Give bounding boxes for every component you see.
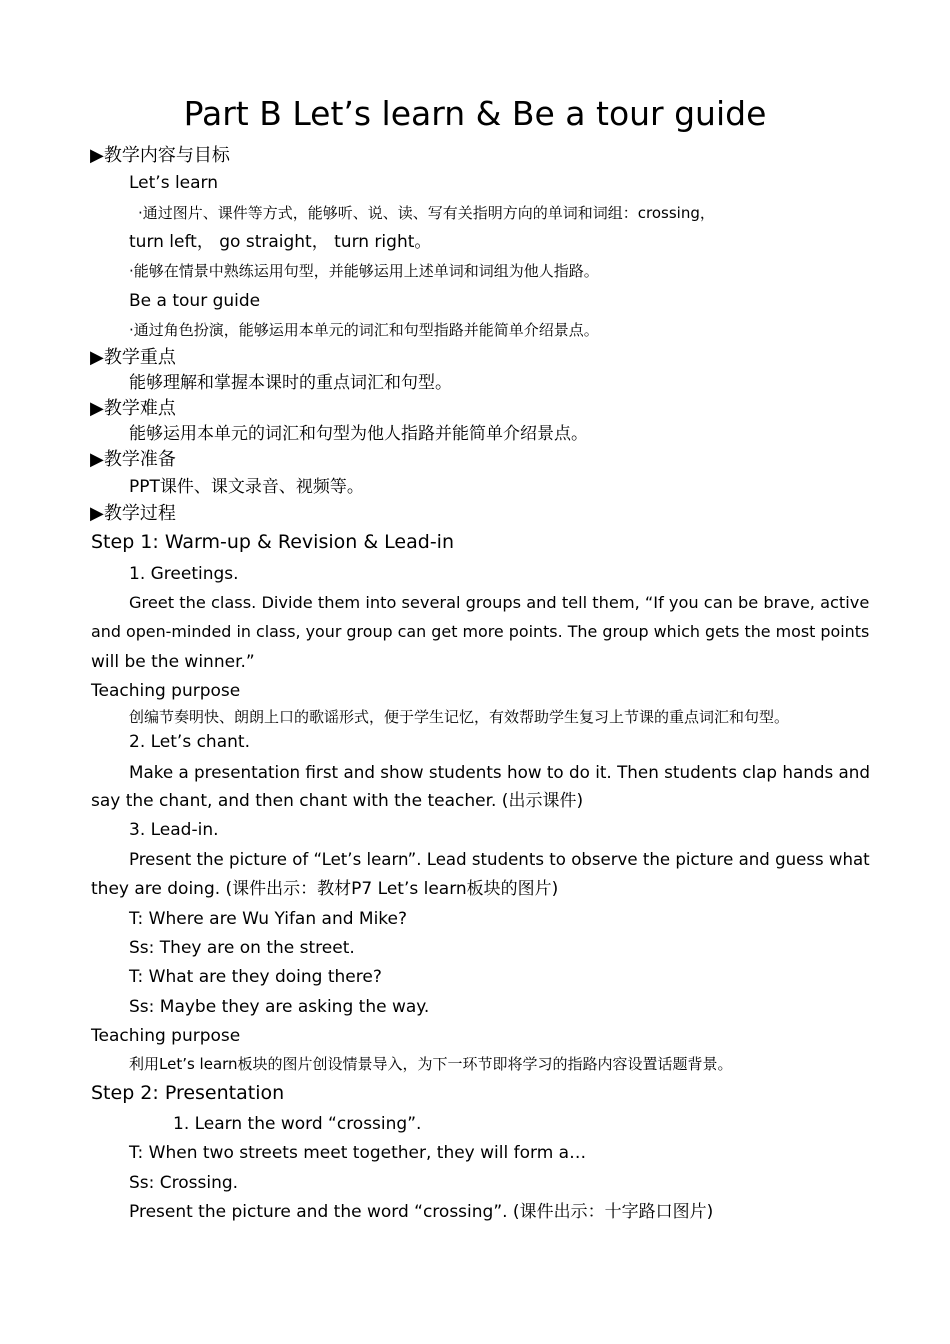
teaching-purpose-text-2: 利用Let’s learn板块的图片创设情景导入，为下一环节即将学习的指路内容设置话题背景。 [129, 1055, 733, 1073]
step1-item1-line-2: and open-minded in class, your group can get more points. The group which gets the most points [91, 622, 870, 641]
lets-learn-objective-line-1: ·通过图片、课件等方式，能够听、说、读、写有关指明方向的单词和词组：crossing， [138, 204, 715, 222]
teaching-purpose-text-1: 创编节奏明快、朗朗上口的歌谣形式，便于学生记忆，有效帮助学生复习上节课的重点词汇和句型。 [129, 708, 790, 726]
step1-heading: Step 1: Warm-up & Revision & Lead-in [91, 531, 455, 553]
step2-dialog-line-2: Ss: Crossing. [129, 1173, 239, 1193]
step2-dialog-line-1: T: When two streets meet together, they will form a… [129, 1143, 587, 1163]
dialog-line-1: T: Where are Wu Yifan and Mike? [129, 909, 408, 929]
step2-last-line: Present the picture and the word “crossing”. (课件出示：十字路口图片) [129, 1202, 714, 1222]
dialog-line-2: Ss: They are on the street. [129, 938, 355, 958]
process-heading: ▶教学过程 [90, 503, 176, 524]
key-points-heading: ▶教学重点 [90, 347, 176, 368]
lets-learn-label: Let’s learn [129, 173, 219, 193]
step1-item2-line-2: say the chant, and then chant with the teacher. (出示课件) [91, 791, 584, 811]
objectives-heading: ▶教学内容与目标 [90, 145, 230, 166]
lets-learn-objective-line-3: ·能够在情景中熟练运用句型，并能够运用上述单词和词组为他人指路。 [129, 262, 599, 280]
key-points-text: 能够理解和掌握本课时的重点词汇和句型。 [129, 373, 452, 393]
lets-learn-objective-line-2: turn left， go straight， turn right。 [129, 232, 432, 252]
step1-item3-line-2: they are doing. (课件出示：教材P7 Let’s learn板块的图片) [91, 879, 559, 899]
preparation-heading: ▶教学准备 [90, 449, 176, 470]
difficult-points-heading: ▶教学难点 [90, 398, 176, 419]
step1-item1-line-3: will be the winner.” [91, 652, 255, 672]
teaching-purpose-label-1: Teaching purpose [91, 681, 241, 701]
step1-item2-line-1: Make a presentation first and show students how to do it. Then students clap hands and [129, 762, 871, 782]
dialog-line-3: T: What are they doing there? [129, 967, 382, 987]
teaching-purpose-label-2: Teaching purpose [91, 1026, 241, 1046]
step1-item3-line-1: Present the picture of “Let’s learn”. Lead students to observe the picture and guess what [129, 850, 870, 869]
difficult-points-text: 能够运用本单元的词汇和句型为他人指路并能简单介绍景点。 [129, 424, 588, 444]
tour-guide-objective-line: ·通过角色扮演，能够运用本单元的词汇和句型指路并能简单介绍景点。 [129, 321, 599, 339]
step2-item1-title: 1. Learn the word “crossing”. [173, 1114, 422, 1134]
step1-item1-line-1: Greet the class. Divide them into several groups and tell them, “If you can be brave, active [129, 593, 870, 612]
step1-item1-title: 1. Greetings. [129, 564, 239, 584]
step2-heading: Step 2: Presentation [91, 1082, 285, 1104]
page-title: Part B Let’s learn & Be a tour guide [183, 94, 767, 133]
step1-item3-title: 3. Lead-in. [129, 820, 219, 840]
dialog-line-4: Ss: Maybe they are asking the way. [129, 997, 430, 1017]
tour-guide-label: Be a tour guide [129, 291, 261, 311]
step1-item2-title: 2. Let’s chant. [129, 732, 250, 752]
preparation-text: PPT课件、课文录音、视频等。 [129, 477, 364, 497]
